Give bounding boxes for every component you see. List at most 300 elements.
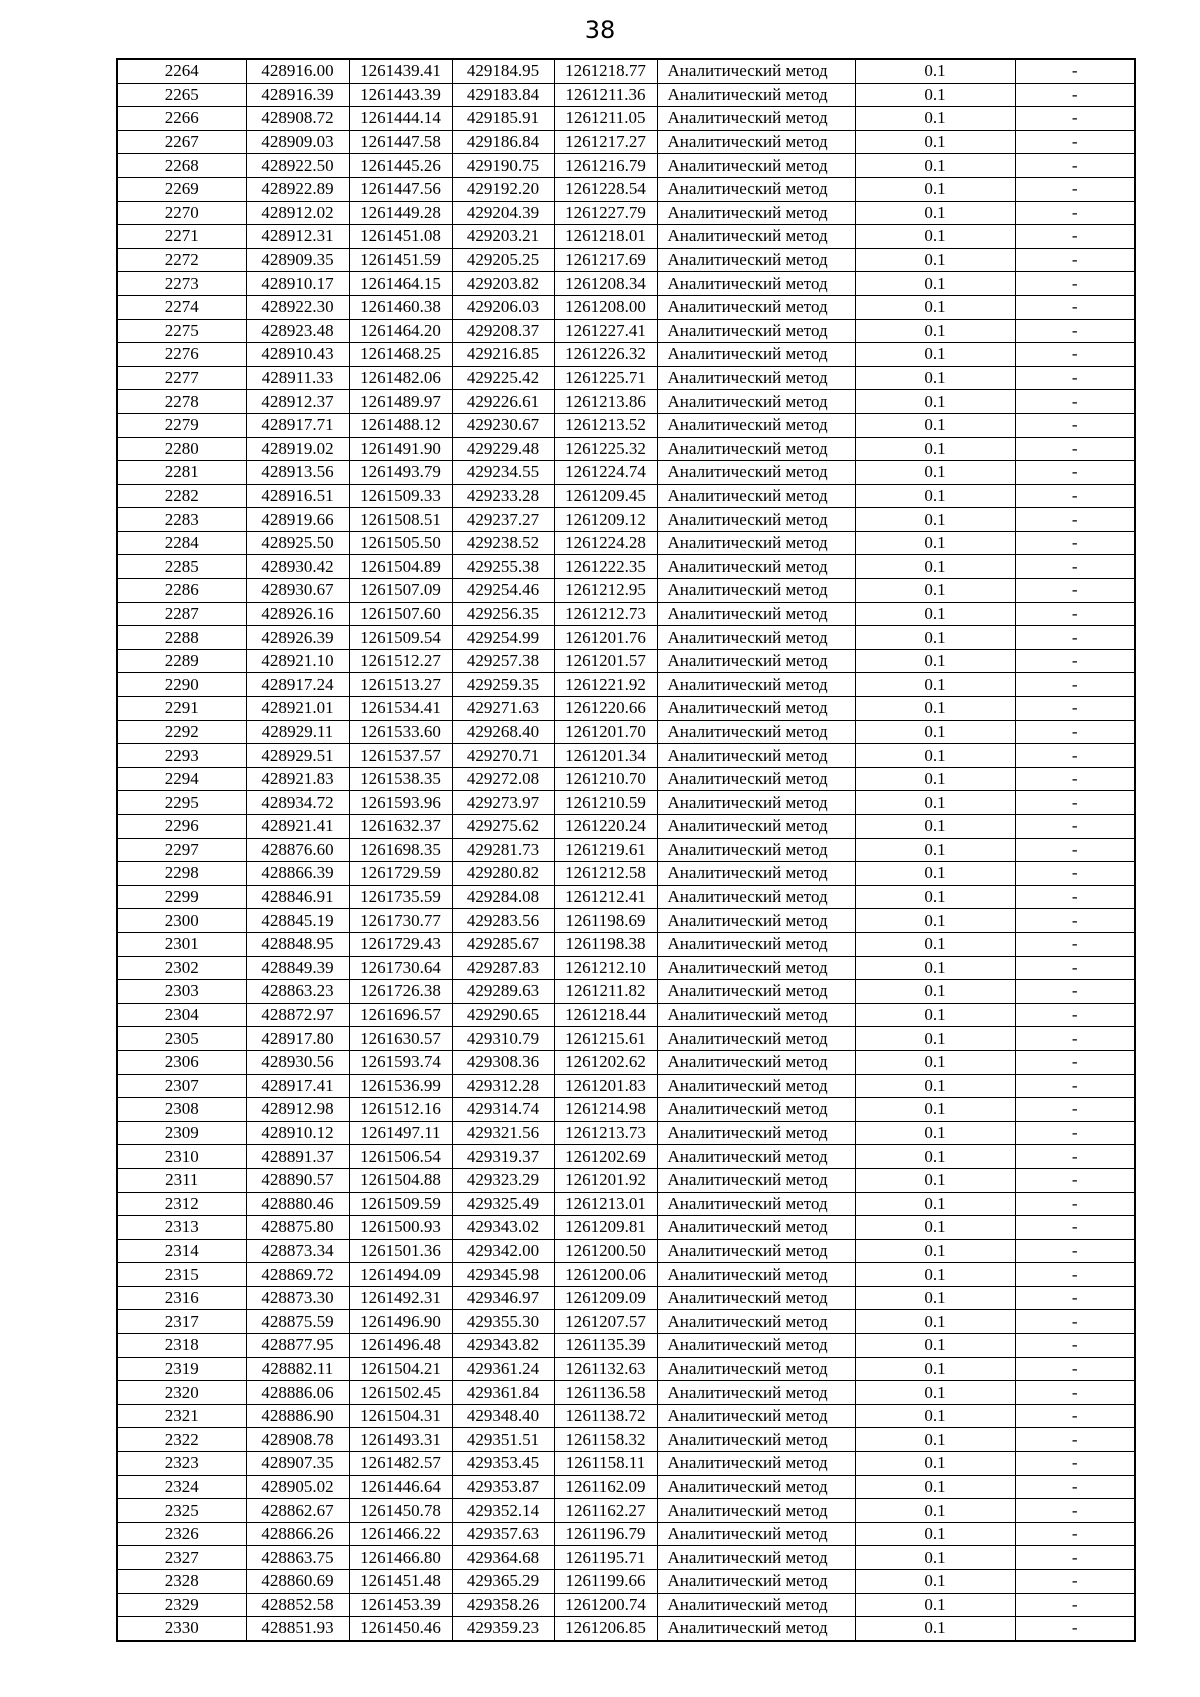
method-cell: Аналитический метод [657,909,855,933]
method-cell: Аналитический метод [657,59,855,83]
note-cell: - [1015,1617,1135,1641]
y-coordinate-cell: 1261445.26 [349,154,452,178]
accuracy-cell: 0.1 [855,437,1015,461]
x-coordinate-cell: 428926.16 [246,602,349,626]
point-number-cell: 2324 [117,1475,246,1499]
accuracy-cell: 0.1 [855,862,1015,886]
x-coordinate-cell: 428921.83 [246,767,349,791]
y-coordinate-cell: 1261533.60 [349,720,452,744]
table-row [117,1617,1135,1641]
note-cell: - [1015,107,1135,131]
y-coordinate-cell-2: 1261208.00 [554,295,657,319]
method-cell: Аналитический метод [657,1475,855,1499]
method-cell: Аналитический метод [657,1546,855,1570]
method-cell: Аналитический метод [657,1357,855,1381]
x-coordinate-cell-2: 429226.61 [452,390,554,414]
y-coordinate-cell: 1261497.11 [349,1121,452,1145]
table-row [117,767,1135,791]
accuracy-cell: 0.1 [855,626,1015,650]
y-coordinate-cell-2: 1261195.71 [554,1546,657,1570]
accuracy-cell: 0.1 [855,697,1015,721]
x-coordinate-cell-2: 429310.79 [452,1027,554,1051]
y-coordinate-cell-2: 1261216.79 [554,154,657,178]
y-coordinate-cell: 1261451.48 [349,1570,452,1594]
y-coordinate-cell: 1261509.59 [349,1192,452,1216]
note-cell: - [1015,1074,1135,1098]
x-coordinate-cell-2: 429345.98 [452,1263,554,1287]
point-number-cell: 2290 [117,673,246,697]
point-number-cell: 2281 [117,461,246,485]
table-row [117,697,1135,721]
table-row [117,154,1135,178]
accuracy-cell: 0.1 [855,673,1015,697]
point-number-cell: 2268 [117,154,246,178]
method-cell: Аналитический метод [657,1168,855,1192]
method-cell: Аналитический метод [657,295,855,319]
accuracy-cell: 0.1 [855,1428,1015,1452]
x-coordinate-cell: 428917.41 [246,1074,349,1098]
accuracy-cell: 0.1 [855,602,1015,626]
note-cell: - [1015,366,1135,390]
y-coordinate-cell-2: 1261132.63 [554,1357,657,1381]
x-coordinate-cell-2: 429270.71 [452,744,554,768]
note-cell: - [1015,59,1135,83]
point-number-cell: 2265 [117,83,246,107]
point-number-cell: 2307 [117,1074,246,1098]
y-coordinate-cell: 1261450.46 [349,1617,452,1641]
point-number-cell: 2286 [117,579,246,603]
y-coordinate-cell-2: 1261198.38 [554,932,657,956]
x-coordinate-cell-2: 429203.82 [452,272,554,296]
accuracy-cell: 0.1 [855,59,1015,83]
table-row [117,1003,1135,1027]
x-coordinate-cell: 428863.23 [246,980,349,1004]
y-coordinate-cell: 1261496.90 [349,1310,452,1334]
accuracy-cell: 0.1 [855,1570,1015,1594]
y-coordinate-cell-2: 1261228.54 [554,177,657,201]
method-cell: Аналитический метод [657,390,855,414]
x-coordinate-cell-2: 429203.21 [452,225,554,249]
accuracy-cell: 0.1 [855,791,1015,815]
accuracy-cell: 0.1 [855,1381,1015,1405]
accuracy-cell: 0.1 [855,649,1015,673]
x-coordinate-cell: 428863.75 [246,1546,349,1570]
x-coordinate-cell: 428921.41 [246,815,349,839]
note-cell: - [1015,177,1135,201]
y-coordinate-cell: 1261493.79 [349,461,452,485]
y-coordinate-cell: 1261512.16 [349,1098,452,1122]
point-number-cell: 2280 [117,437,246,461]
table-row [117,932,1135,956]
y-coordinate-cell-2: 1261225.71 [554,366,657,390]
y-coordinate-cell: 1261509.33 [349,484,452,508]
x-coordinate-cell: 428848.95 [246,932,349,956]
method-cell: Аналитический метод [657,602,855,626]
note-cell: - [1015,437,1135,461]
note-cell: - [1015,248,1135,272]
y-coordinate-cell: 1261447.58 [349,130,452,154]
y-coordinate-cell: 1261482.57 [349,1452,452,1476]
y-coordinate-cell: 1261464.20 [349,319,452,343]
method-cell: Аналитический метод [657,461,855,485]
table-row [117,272,1135,296]
note-cell: - [1015,1192,1135,1216]
table-row [117,130,1135,154]
point-number-cell: 2283 [117,508,246,532]
y-coordinate-cell-2: 1261200.06 [554,1263,657,1287]
y-coordinate-cell: 1261444.14 [349,107,452,131]
x-coordinate-cell: 428930.42 [246,555,349,579]
x-coordinate-cell-2: 429351.51 [452,1428,554,1452]
accuracy-cell: 0.1 [855,980,1015,1004]
table-row [117,437,1135,461]
x-coordinate-cell: 428907.35 [246,1452,349,1476]
x-coordinate-cell-2: 429259.35 [452,673,554,697]
table-row [117,555,1135,579]
x-coordinate-cell: 428923.48 [246,319,349,343]
note-cell: - [1015,1263,1135,1287]
note-cell: - [1015,1027,1135,1051]
method-cell: Аналитический метод [657,484,855,508]
accuracy-cell: 0.1 [855,390,1015,414]
x-coordinate-cell-2: 429290.65 [452,1003,554,1027]
y-coordinate-cell-2: 1261201.83 [554,1074,657,1098]
y-coordinate-cell-2: 1261218.77 [554,59,657,83]
method-cell: Аналитический метод [657,177,855,201]
y-coordinate-cell-2: 1261209.12 [554,508,657,532]
x-coordinate-cell-2: 429323.29 [452,1168,554,1192]
note-cell: - [1015,83,1135,107]
note-cell: - [1015,1546,1135,1570]
accuracy-cell: 0.1 [855,744,1015,768]
y-coordinate-cell: 1261513.27 [349,673,452,697]
y-coordinate-cell: 1261501.36 [349,1239,452,1263]
y-coordinate-cell: 1261468.25 [349,343,452,367]
x-coordinate-cell: 428929.51 [246,744,349,768]
table-row [117,1168,1135,1192]
accuracy-cell: 0.1 [855,1239,1015,1263]
accuracy-cell: 0.1 [855,1263,1015,1287]
x-coordinate-cell-2: 429352.14 [452,1499,554,1523]
note-cell: - [1015,154,1135,178]
point-number-cell: 2304 [117,1003,246,1027]
point-number-cell: 2313 [117,1216,246,1240]
table-row [117,1475,1135,1499]
accuracy-cell: 0.1 [855,1286,1015,1310]
method-cell: Аналитический метод [657,1593,855,1617]
method-cell: Аналитический метод [657,508,855,532]
method-cell: Аналитический метод [657,1452,855,1476]
y-coordinate-cell-2: 1261212.10 [554,956,657,980]
x-coordinate-cell-2: 429342.00 [452,1239,554,1263]
method-cell: Аналитический метод [657,1003,855,1027]
point-number-cell: 2267 [117,130,246,154]
method-cell: Аналитический метод [657,555,855,579]
x-coordinate-cell-2: 429353.87 [452,1475,554,1499]
point-number-cell: 2289 [117,649,246,673]
table-row [117,1121,1135,1145]
note-cell: - [1015,1593,1135,1617]
x-coordinate-cell-2: 429314.74 [452,1098,554,1122]
method-cell: Аналитический метод [657,1074,855,1098]
table-row [117,225,1135,249]
method-cell: Аналитический метод [657,437,855,461]
x-coordinate-cell-2: 429254.46 [452,579,554,603]
point-number-cell: 2285 [117,555,246,579]
x-coordinate-cell: 428913.56 [246,461,349,485]
method-cell: Аналитический метод [657,413,855,437]
y-coordinate-cell-2: 1261196.79 [554,1522,657,1546]
y-coordinate-cell: 1261453.39 [349,1593,452,1617]
note-cell: - [1015,980,1135,1004]
note-cell: - [1015,319,1135,343]
note-cell: - [1015,1499,1135,1523]
accuracy-cell: 0.1 [855,1098,1015,1122]
note-cell: - [1015,201,1135,225]
x-coordinate-cell: 428873.30 [246,1286,349,1310]
accuracy-cell: 0.1 [855,1452,1015,1476]
x-coordinate-cell: 428908.72 [246,107,349,131]
coordinates-table [116,58,1136,1642]
accuracy-cell: 0.1 [855,413,1015,437]
accuracy-cell: 0.1 [855,1145,1015,1169]
note-cell: - [1015,531,1135,555]
x-coordinate-cell: 428873.34 [246,1239,349,1263]
x-coordinate-cell: 428929.11 [246,720,349,744]
point-number-cell: 2269 [117,177,246,201]
x-coordinate-cell-2: 429208.37 [452,319,554,343]
method-cell: Аналитический метод [657,956,855,980]
x-coordinate-cell-2: 429346.97 [452,1286,554,1310]
point-number-cell: 2323 [117,1452,246,1476]
y-coordinate-cell-2: 1261136.58 [554,1381,657,1405]
accuracy-cell: 0.1 [855,1617,1015,1641]
point-number-cell: 2303 [117,980,246,1004]
x-coordinate-cell-2: 429355.30 [452,1310,554,1334]
point-number-cell: 2284 [117,531,246,555]
x-coordinate-cell: 428917.24 [246,673,349,697]
table-row [117,343,1135,367]
y-coordinate-cell: 1261506.54 [349,1145,452,1169]
accuracy-cell: 0.1 [855,1050,1015,1074]
note-cell: - [1015,1098,1135,1122]
y-coordinate-cell: 1261729.43 [349,932,452,956]
y-coordinate-cell-2: 1261226.32 [554,343,657,367]
y-coordinate-cell-2: 1261201.92 [554,1168,657,1192]
note-cell: - [1015,885,1135,909]
table-row [117,1357,1135,1381]
point-number-cell: 2273 [117,272,246,296]
method-cell: Аналитический метод [657,1381,855,1405]
y-coordinate-cell: 1261451.08 [349,225,452,249]
x-coordinate-cell-2: 429285.67 [452,932,554,956]
y-coordinate-cell-2: 1261209.45 [554,484,657,508]
table-row [117,107,1135,131]
table-row [117,83,1135,107]
table-row [117,295,1135,319]
y-coordinate-cell-2: 1261201.34 [554,744,657,768]
x-coordinate-cell-2: 429185.91 [452,107,554,131]
x-coordinate-cell-2: 429287.83 [452,956,554,980]
x-coordinate-cell: 428910.12 [246,1121,349,1145]
y-coordinate-cell-2: 1261207.57 [554,1310,657,1334]
y-coordinate-cell-2: 1261214.98 [554,1098,657,1122]
point-number-cell: 2299 [117,885,246,909]
x-coordinate-cell: 428912.98 [246,1098,349,1122]
point-number-cell: 2272 [117,248,246,272]
x-coordinate-cell-2: 429359.23 [452,1617,554,1641]
y-coordinate-cell-2: 1261200.50 [554,1239,657,1263]
y-coordinate-cell-2: 1261217.69 [554,248,657,272]
x-coordinate-cell: 428919.02 [246,437,349,461]
method-cell: Аналитический метод [657,1098,855,1122]
accuracy-cell: 0.1 [855,1499,1015,1523]
note-cell: - [1015,1239,1135,1263]
point-number-cell: 2325 [117,1499,246,1523]
table-row [117,1098,1135,1122]
y-coordinate-cell: 1261698.35 [349,838,452,862]
point-number-cell: 2294 [117,767,246,791]
point-number-cell: 2293 [117,744,246,768]
table-row [117,366,1135,390]
table-row [117,1546,1135,1570]
x-coordinate-cell-2: 429284.08 [452,885,554,909]
y-coordinate-cell-2: 1261211.36 [554,83,657,107]
x-coordinate-cell-2: 429230.67 [452,413,554,437]
accuracy-cell: 0.1 [855,885,1015,909]
y-coordinate-cell-2: 1261199.66 [554,1570,657,1594]
point-number-cell: 2321 [117,1404,246,1428]
point-number-cell: 2329 [117,1593,246,1617]
y-coordinate-cell-2: 1261208.34 [554,272,657,296]
y-coordinate-cell-2: 1261200.74 [554,1593,657,1617]
x-coordinate-cell-2: 429312.28 [452,1074,554,1098]
method-cell: Аналитический метод [657,720,855,744]
table-row [117,673,1135,697]
accuracy-cell: 0.1 [855,248,1015,272]
accuracy-cell: 0.1 [855,1074,1015,1098]
table-row [117,1404,1135,1428]
y-coordinate-cell-2: 1261211.05 [554,107,657,131]
accuracy-cell: 0.1 [855,1027,1015,1051]
x-coordinate-cell-2: 429229.48 [452,437,554,461]
y-coordinate-cell-2: 1261212.95 [554,579,657,603]
note-cell: - [1015,767,1135,791]
point-number-cell: 2279 [117,413,246,437]
accuracy-cell: 0.1 [855,1522,1015,1546]
note-cell: - [1015,1381,1135,1405]
point-number-cell: 2270 [117,201,246,225]
accuracy-cell: 0.1 [855,461,1015,485]
method-cell: Аналитический метод [657,767,855,791]
y-coordinate-cell: 1261632.37 [349,815,452,839]
point-number-cell: 2292 [117,720,246,744]
y-coordinate-cell: 1261443.39 [349,83,452,107]
x-coordinate-cell: 428916.39 [246,83,349,107]
note-cell: - [1015,649,1135,673]
y-coordinate-cell-2: 1261224.28 [554,531,657,555]
note-cell: - [1015,343,1135,367]
note-cell: - [1015,413,1135,437]
y-coordinate-cell-2: 1261138.72 [554,1404,657,1428]
y-coordinate-cell: 1261447.56 [349,177,452,201]
y-coordinate-cell: 1261500.93 [349,1216,452,1240]
accuracy-cell: 0.1 [855,838,1015,862]
x-coordinate-cell: 428875.59 [246,1310,349,1334]
point-number-cell: 2320 [117,1381,246,1405]
method-cell: Аналитический метод [657,366,855,390]
y-coordinate-cell-2: 1261211.82 [554,980,657,1004]
table-row [117,838,1135,862]
point-number-cell: 2288 [117,626,246,650]
x-coordinate-cell: 428908.78 [246,1428,349,1452]
x-coordinate-cell: 428880.46 [246,1192,349,1216]
x-coordinate-cell-2: 429281.73 [452,838,554,862]
point-number-cell: 2277 [117,366,246,390]
x-coordinate-cell: 428910.43 [246,343,349,367]
x-coordinate-cell-2: 429256.35 [452,602,554,626]
point-number-cell: 2297 [117,838,246,862]
method-cell: Аналитический метод [657,1121,855,1145]
y-coordinate-cell-2: 1261218.44 [554,1003,657,1027]
x-coordinate-cell-2: 429280.82 [452,862,554,886]
y-coordinate-cell-2: 1261221.92 [554,673,657,697]
note-cell: - [1015,1428,1135,1452]
note-cell: - [1015,579,1135,603]
x-coordinate-cell-2: 429205.25 [452,248,554,272]
table-row [117,508,1135,532]
y-coordinate-cell: 1261451.59 [349,248,452,272]
note-cell: - [1015,1475,1135,1499]
x-coordinate-cell-2: 429184.95 [452,59,554,83]
x-coordinate-cell: 428866.26 [246,1522,349,1546]
x-coordinate-cell-2: 429238.52 [452,531,554,555]
method-cell: Аналитический метод [657,1050,855,1074]
table-row [117,602,1135,626]
y-coordinate-cell-2: 1261217.27 [554,130,657,154]
point-number-cell: 2302 [117,956,246,980]
table-row [117,626,1135,650]
note-cell: - [1015,909,1135,933]
point-number-cell: 2322 [117,1428,246,1452]
accuracy-cell: 0.1 [855,154,1015,178]
note-cell: - [1015,862,1135,886]
x-coordinate-cell: 428886.90 [246,1404,349,1428]
method-cell: Аналитический метод [657,1428,855,1452]
x-coordinate-cell-2: 429234.55 [452,461,554,485]
y-coordinate-cell: 1261730.64 [349,956,452,980]
y-coordinate-cell-2: 1261209.09 [554,1286,657,1310]
note-cell: - [1015,555,1135,579]
x-coordinate-cell-2: 429275.62 [452,815,554,839]
x-coordinate-cell-2: 429190.75 [452,154,554,178]
method-cell: Аналитический метод [657,107,855,131]
x-coordinate-cell: 428917.71 [246,413,349,437]
accuracy-cell: 0.1 [855,1404,1015,1428]
y-coordinate-cell: 1261450.78 [349,1499,452,1523]
note-cell: - [1015,508,1135,532]
note-cell: - [1015,1357,1135,1381]
y-coordinate-cell-2: 1261201.76 [554,626,657,650]
x-coordinate-cell: 428910.17 [246,272,349,296]
x-coordinate-cell-2: 429364.68 [452,1546,554,1570]
note-cell: - [1015,1404,1135,1428]
table-row [117,980,1135,1004]
accuracy-cell: 0.1 [855,319,1015,343]
accuracy-cell: 0.1 [855,1216,1015,1240]
point-number-cell: 2271 [117,225,246,249]
note-cell: - [1015,484,1135,508]
